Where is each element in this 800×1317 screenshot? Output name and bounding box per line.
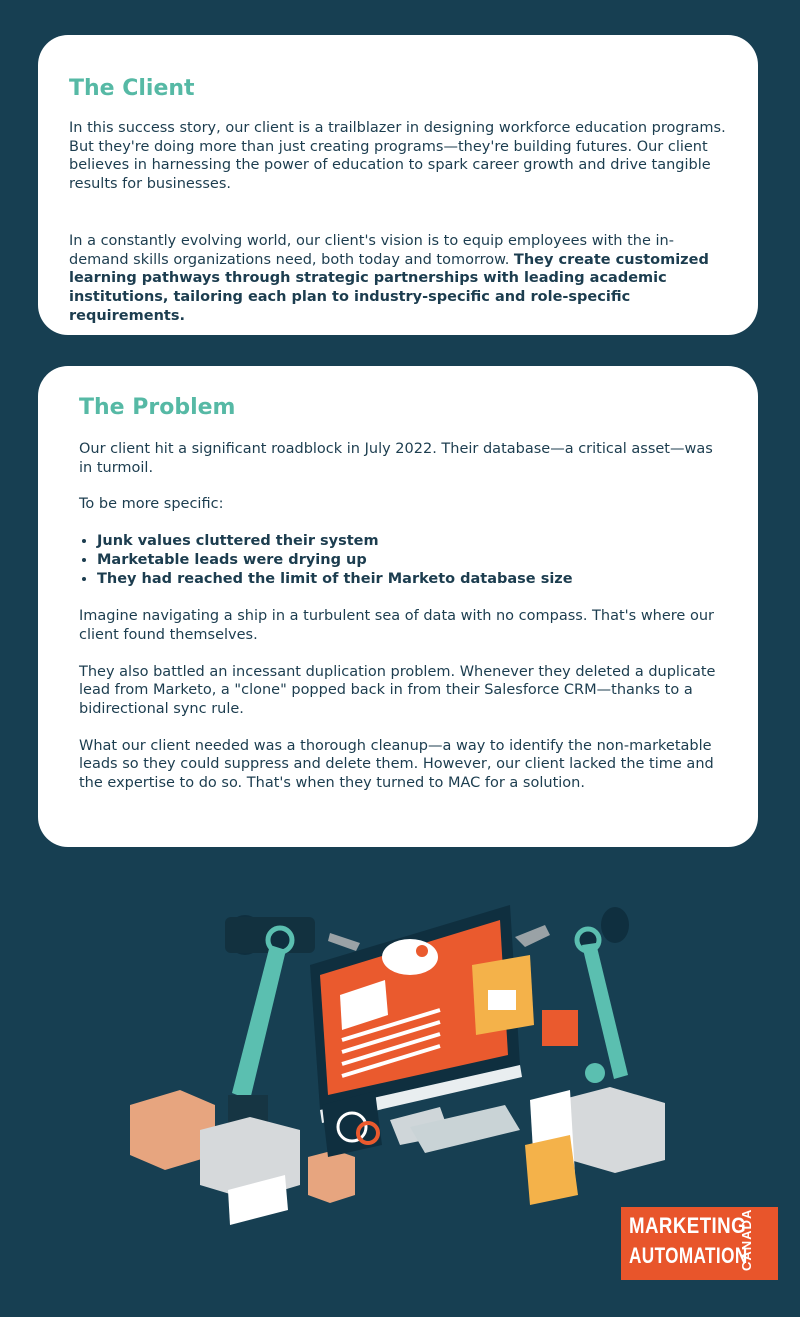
client-paragraph-1: In this success story, our client is a trailblazer in designing workforce education programs. But they're doing more than just creating programs—they're building futures. Our client believes in harnessing the power of education to spark career growth and drive tangible results for businesses. [69, 120, 726, 193]
problem-paragraph-4: They also battled an incessant duplication problem. Whenever they deleted a duplicate lead from Marketo, a "clone" popped back in from their Salesforce CRM—thanks to a bidirectional sync rule. [79, 663, 716, 717]
cloud-icon [382, 939, 438, 975]
bullet-item: • Marketable leads were drying up [97, 551, 717, 570]
client-card [38, 35, 758, 335]
client-paragraph-2 [69, 232, 727, 326]
client-paragraph-2-bold: They create customized learning pathways through strategic partnerships with leading academic institutions, tailoring each plan to industry-specific and role-specific requirements. [69, 251, 709, 324]
bullet-item: • Junk values cluttered their system [97, 532, 717, 551]
client-paragraph-2-regular: In a constantly evolving world, our client's vision is to equip employees with the in-demand skills organizations need, both today and tomorrow. [69, 232, 674, 268]
logo-line-3: CANADA [739, 1208, 754, 1271]
company-logo [621, 1207, 778, 1280]
problem-card [38, 366, 758, 847]
problem-paragraph-5: What our client needed was a thorough cleanup—a way to identify the non-marketable leads so they could suppress and delete them. However, our client lacked the time and the expertise to do so. That's when they turned to MAC for a solution. [79, 737, 714, 792]
problem-paragraph-1: Our client hit a significant roadblock in July 2022. Their database—a critical asset—was in turmoil. [79, 441, 713, 476]
problem-paragraph-2: To be more specific: [79, 496, 224, 513]
chart-folder-icon [472, 955, 534, 1035]
sitemap-icon [542, 1010, 578, 1046]
bullet-item: • They had reached the limit of their Marketo database size [97, 570, 717, 589]
logo-line-2: AUTOMATION [629, 1243, 748, 1268]
logo-line-1: MARKETING [629, 1213, 747, 1238]
document-icon [525, 1090, 578, 1205]
problem-bullet-list [79, 532, 717, 589]
automation-illustration [120, 895, 680, 1240]
problem-paragraph-3: Imagine navigating a ship in a turbulent sea of data with no compass. That's where our client found themselves. [79, 608, 714, 643]
client-heading: The Client [69, 76, 195, 101]
problem-heading: The Problem [79, 395, 236, 420]
